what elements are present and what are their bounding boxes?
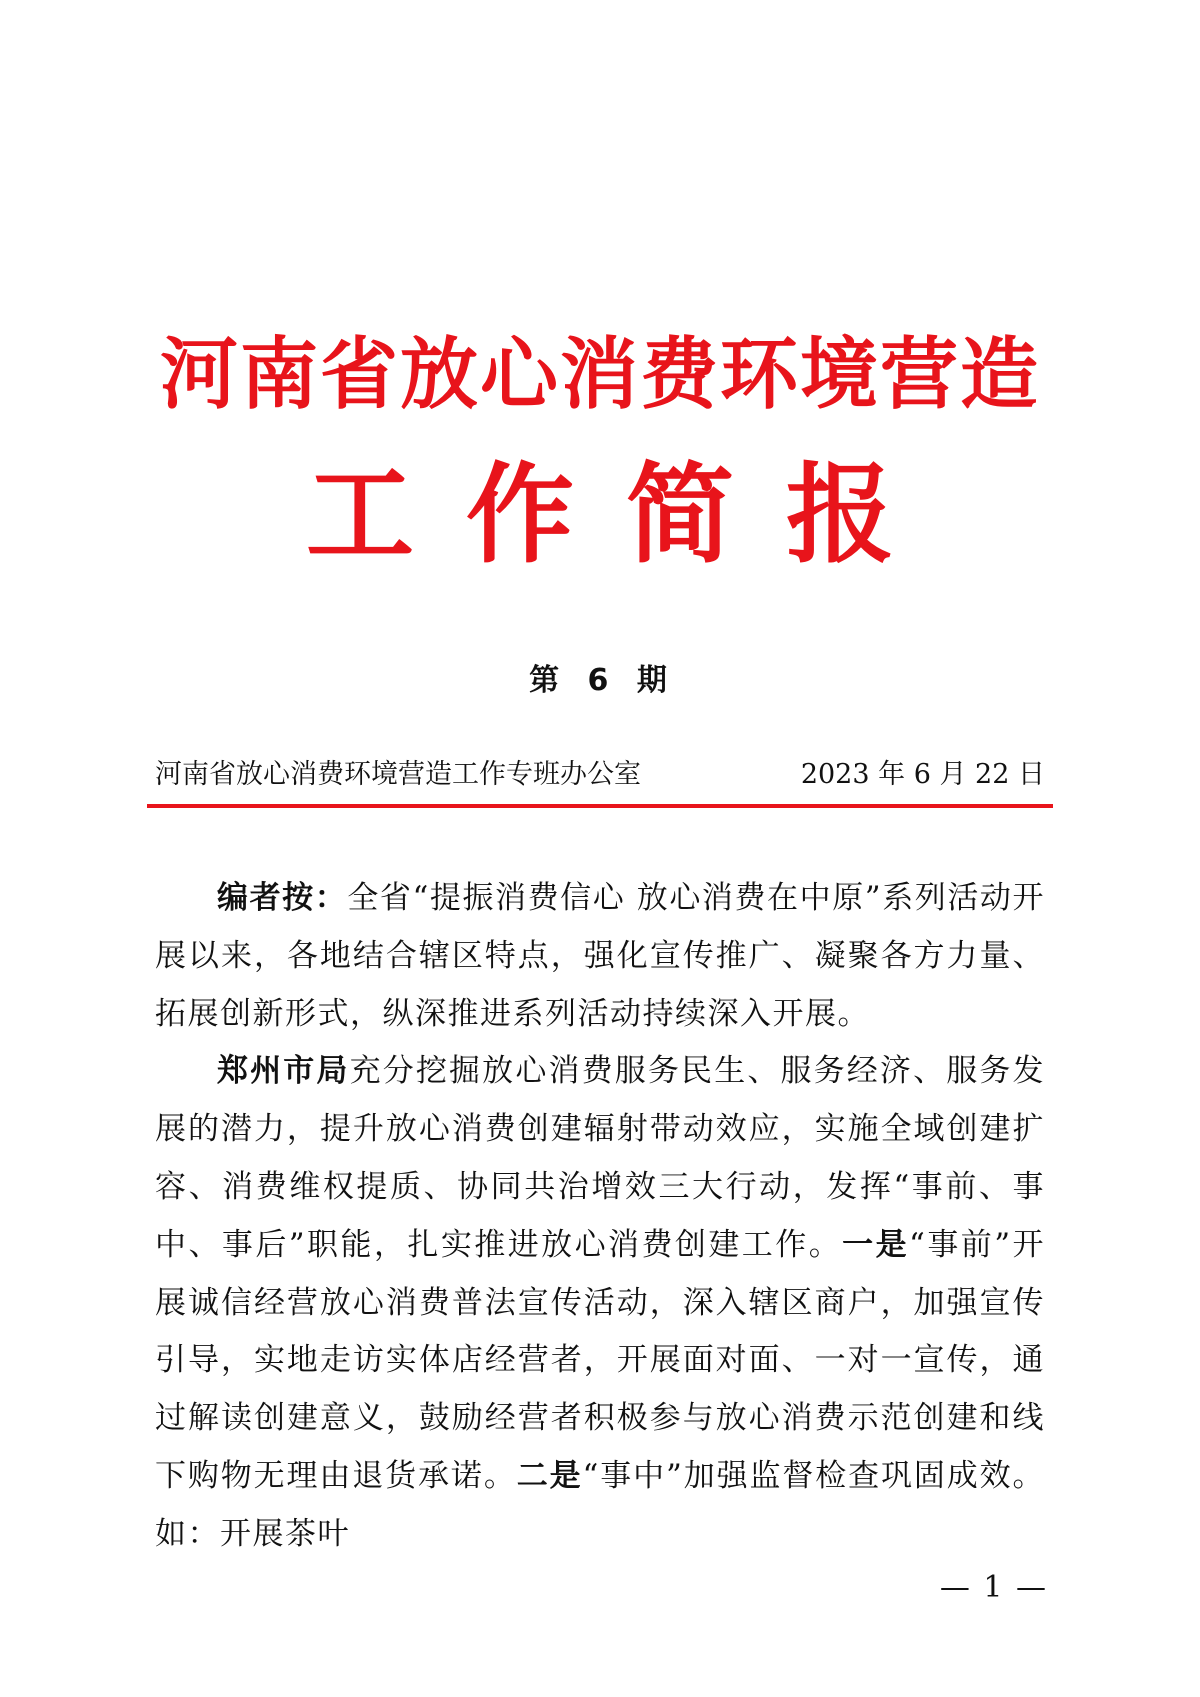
zhengzhou-lead-2: 二是 bbox=[516, 1457, 583, 1494]
zhengzhou-text-2: “事前”开展诚信经营放心消费普法宣传活动，深入辖区商户，加强宣传引导，实地走访实体店经营者，开展面对面、一对一宣传，通过解读创建意义，鼓励经营者积极参与放心消费示范创建和线下购物无理由退货承诺。 bbox=[155, 1226, 1045, 1494]
zhengzhou-text-3: “事中”加强监督检查巩固成效。如：开展茶叶 bbox=[155, 1457, 1046, 1552]
issue-number: 第 6 期 bbox=[529, 663, 671, 698]
red-divider-rule bbox=[147, 804, 1053, 808]
zhengzhou-paragraph bbox=[155, 1043, 1045, 1563]
editor-note-text: 全省“提振消费信心 放心消费在中原”系列活动开展以来，各地结合辖区特点，强化宣传推广、凝聚各方力量、拓展创新形式，纵深推进系列活动持续深入开展。 bbox=[155, 880, 1046, 1032]
zhengzhou-label: 郑州市局 bbox=[217, 1053, 350, 1090]
masthead-title-line2: 工作简报 bbox=[305, 452, 946, 578]
issuer-name: 河南省放心消费环境营造工作专班办公室 bbox=[155, 759, 641, 790]
zhengzhou-text-1: 充分挖掘放心消费服务民生、服务经济、服务发展的潜力，提升放心消费创建辐射带动效应，实施全域创建扩容、消费维权提质、协同共治增效三大行动，发挥“事前、事中、事后”职能，扎实推进放心消费创建工作。 bbox=[155, 1053, 1046, 1263]
masthead-title-line1: 河南省放心消费环境营造 bbox=[159, 329, 1040, 420]
page-number: — 1 — bbox=[939, 1570, 1048, 1605]
editor-note-label: 编者按： bbox=[217, 880, 348, 916]
editor-note-paragraph bbox=[155, 870, 1045, 1043]
zhengzhou-lead-1: 一是 bbox=[842, 1226, 910, 1263]
issuer-row bbox=[155, 755, 1045, 795]
body-text bbox=[155, 870, 1045, 1564]
issue-date: 2023 年 6 月 22 日 bbox=[800, 759, 1045, 790]
